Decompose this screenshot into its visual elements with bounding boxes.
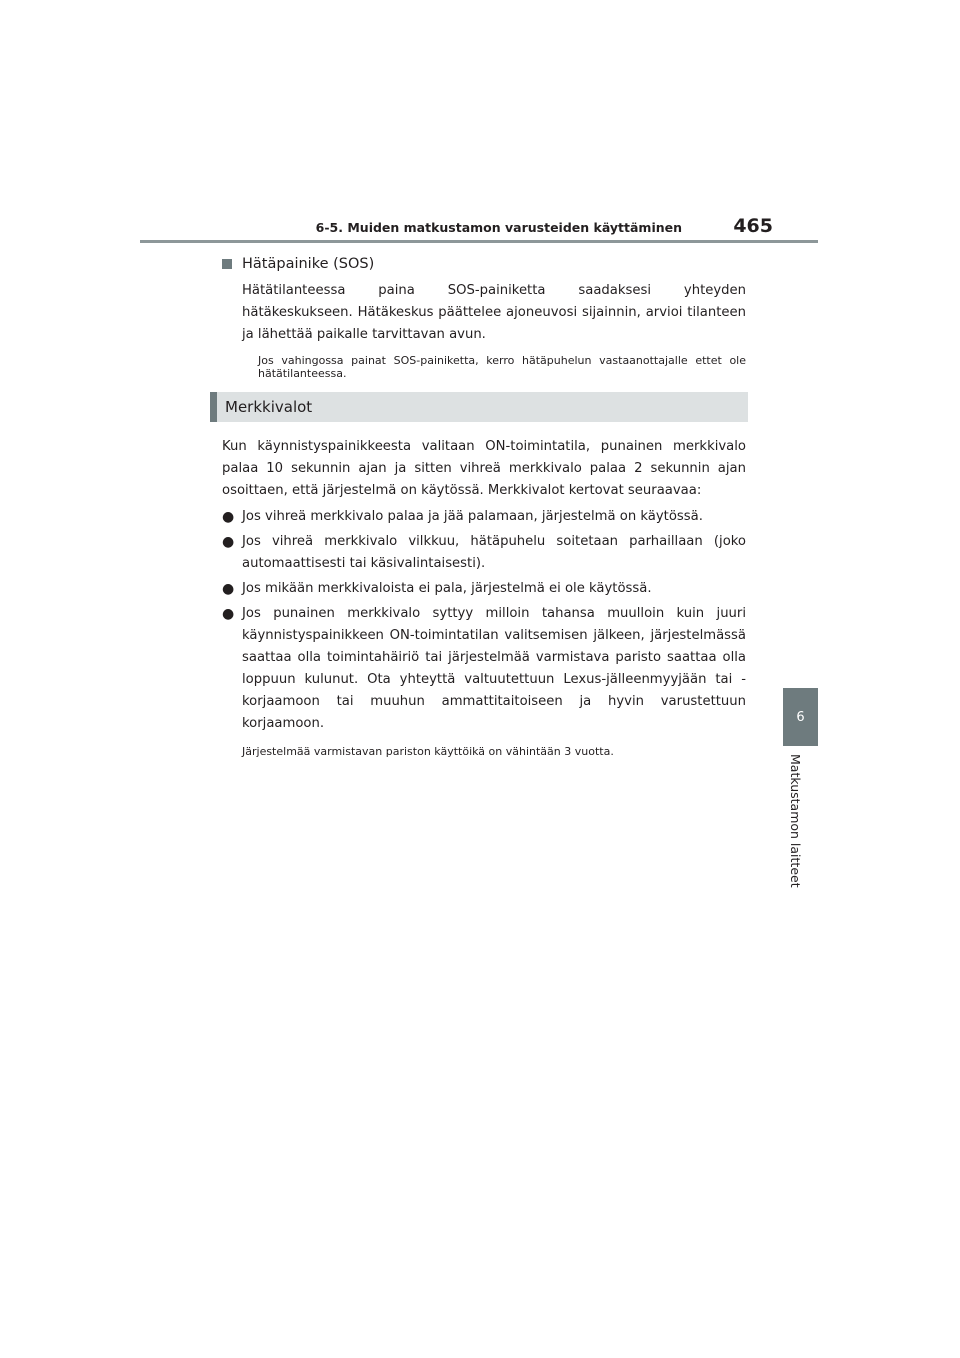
list-item-text: Jos vihreä merkkivalo palaa ja jää palamaan, järjestelmä on käytössä.	[242, 509, 703, 524]
bullet-dot-icon: ●	[222, 581, 235, 597]
sos-heading	[222, 252, 746, 276]
sos-heading-text: Hätäpainike (SOS)	[242, 256, 375, 272]
list-item	[222, 506, 746, 528]
page-header	[140, 212, 818, 243]
section-title: 6-5. Muiden matkustamon varusteiden käyttäminen	[315, 220, 682, 235]
list-item-text: Jos punainen merkkivalo syttyy milloin tahansa muulloin kuin juuri käynnistyspainikkeen ON-toimintatilan valitsemisen jälkeen, järjestelmässä saattaa olla toimintahäiriö tai järjestelmää varmistava paristo saattaa olla loppuun kulunut. Ota yhteyttä valtuutettuun Lexus-jälleenmyyjään tai -korjaamoon tai muuhun ammattitaitoiseen ja hyvin varustettuun korjaamoon.	[242, 606, 746, 731]
indicator-bullet-list	[222, 506, 746, 735]
banner-accent-bar	[210, 392, 217, 422]
list-item-text: Jos vihreä merkkivalo vilkkuu, hätäpuhelu soitetaan parhaillaan (joko automaattisesti tai käsivalintaisesti).	[242, 534, 746, 571]
indicators-intro: Kun käynnistyspainikkeesta valitaan ON-toimintatila, punainen merkkivalo palaa 10 sekunnin ajan ja sitten vihreä merkkivalo palaa 2 sekunnin ajan osoittaen, että järjestelmä on käytössä. Merkkivalot kertovat seuraavaa:	[222, 439, 746, 498]
page-number: 465	[733, 215, 773, 237]
page-content	[222, 252, 746, 770]
list-item	[222, 578, 746, 600]
chapter-tab	[783, 688, 818, 746]
bullet-dot-icon: ●	[222, 509, 235, 525]
list-item-text: Jos mikään merkkivaloista ei pala, järjestelmä ei ole käytössä.	[242, 581, 652, 596]
bullet-dot-icon: ●	[222, 606, 235, 622]
battery-life-note: Järjestelmää varmistavan pariston käyttöikä on vähintään 3 vuotta.	[242, 745, 614, 758]
bullet-dot-icon: ●	[222, 534, 235, 550]
indicators-section-banner	[210, 392, 748, 422]
chapter-label: Matkustamon laitteet	[788, 754, 803, 888]
list-item	[222, 603, 746, 735]
list-item	[222, 531, 746, 575]
chapter-number: 6	[796, 709, 805, 725]
sos-note: Jos vahingossa painat SOS-painiketta, kerro hätäpuhelun vastaanottajalle ettet ole hätätilanteessa.	[258, 354, 746, 380]
square-bullet-icon	[222, 259, 232, 269]
indicators-heading: Merkkivalot	[225, 398, 313, 416]
sos-body: Hätätilanteessa paina SOS-painiketta saadaksesi yhteyden hätäkeskukseen. Hätäkeskus päättelee ajoneuvosi sijainnin, arvioi tilanteen ja lähettää paikalle tarvittavan avun.	[242, 283, 746, 342]
